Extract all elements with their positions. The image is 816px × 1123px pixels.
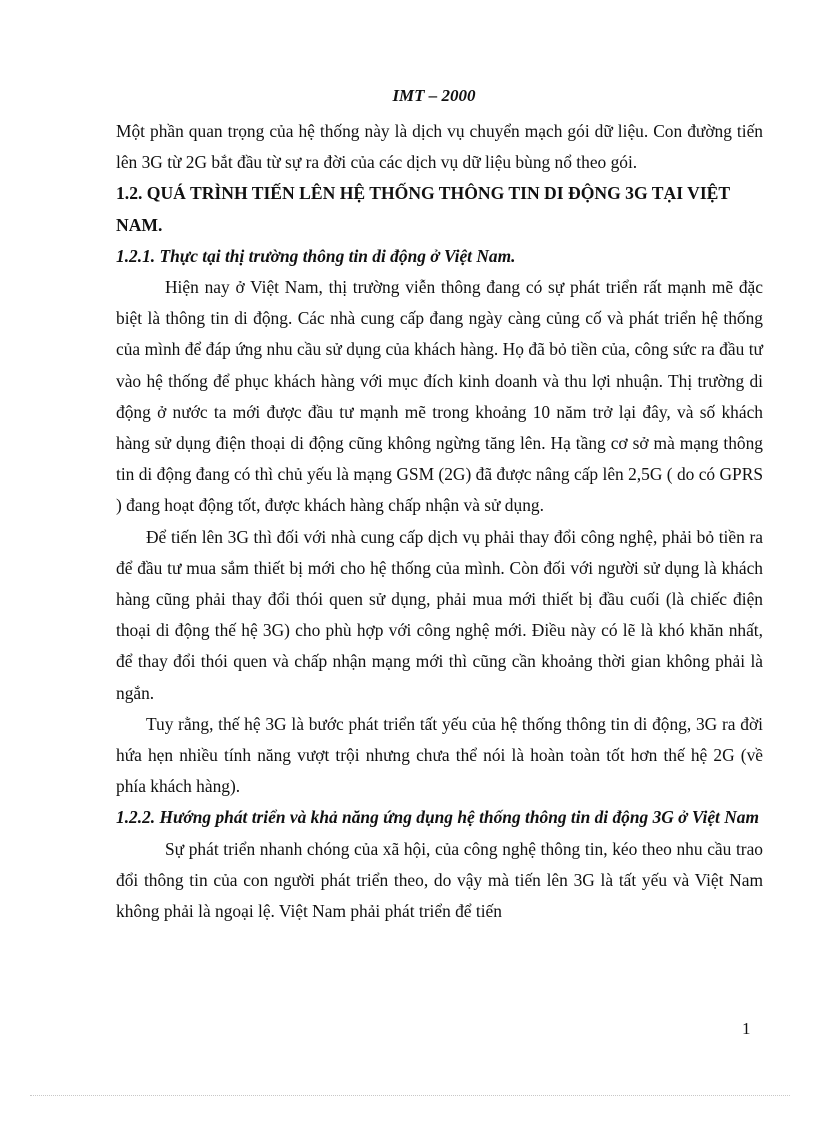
section-heading-1-2: 1.2. QUÁ TRÌNH TIẾN LÊN HỆ THỐNG THÔNG TIN DI ĐỘNG 3G TẠI VIỆT NAM. — [116, 183, 730, 235]
subsection-heading-1-2-1: 1.2.1. Thực tại thị trường thông tin di động ở Việt Nam. — [116, 245, 516, 266]
document-body — [116, 116, 763, 927]
paragraph-3g-comparison: Tuy rằng, thế hệ 3G là bước phát triển tất yếu của hệ thống thông tin di động, 3G ra đời hứa hẹn nhiều tính năng vượt trội nhưng chưa thể nói là hoàn toàn tốt hơn thế hệ 2G (về phía khách hàng). — [116, 713, 763, 797]
subsection-heading-1-2-2: 1.2.2. Hướng phát triển và khả năng ứng dụng hệ thống thông tin di động 3G ở Việt Nam — [116, 807, 760, 828]
paragraph-development-direction: Sự phát triển nhanh chóng của xã hội, của công nghệ thông tin, kéo theo nhu cầu trao đổi thông tin của con người phát triển theo, do vậy mà tiến lên 3G là tất yếu và Việt Nam không phải là ngoại lệ. Việt Nam phải phát triển để tiến — [116, 838, 763, 922]
paragraph-market-reality: Hiện nay ở Việt Nam, thị trường viễn thông đang có sự phát triển rất mạnh mẽ đặc biệt là thông tin di động. Các nhà cung cấp đang ngày càng củng cố và phát triển hệ thống của mình để đáp ứng nhu cầu sử dụng của khách hàng. Họ đã bỏ tiền của, công sức ra đầu tư vào hệ thống để phục khách hàng với mục đích kinh doanh và thu lợi nhuận. Thị trường di động ở nước ta mới được đầu tư mạnh mẽ trong khoảng 10 năm trở lại đây, và số khách hàng sử dụng điện thoại di động cũng không ngừng tăng lên. Hạ tầng cơ sở mà mạng thông tin di động đang có thì chủ yếu là mạng GSM (2G) đã được nâng cấp lên 2,5G ( do có GPRS ) đang hoạt động tốt, được khách hàng chấp nhận và sử dụng. — [116, 277, 763, 516]
page-header-title: IMT – 2000 — [392, 86, 476, 105]
page-number: 1 — [742, 1019, 751, 1038]
page-bottom-divider — [30, 1095, 790, 1096]
paragraph-3g-transition: Để tiến lên 3G thì đối với nhà cung cấp dịch vụ phải thay đổi công nghệ, phải bỏ tiền ra để đầu tư mua sắm thiết bị mới cho hệ thống của mình. Còn đối với người sử dụng là khách hàng cũng phải thay đổi thói quen sử dụng, phải mua mới thiết bị đầu cuối (là chiếc điện thoại di động thế hệ 3G) cho phù hợp với công nghệ mới. Điều này có lẽ là khó khăn nhất, để thay đổi thói quen và chấp nhận mạng mới thì cũng cần khoảng thời gian không phải là ngắn. — [116, 526, 763, 703]
intro-paragraph: Một phần quan trọng của hệ thống này là dịch vụ chuyển mạch gói dữ liệu. Con đường tiến lên 3G từ 2G bắt đầu từ sự ra đời của các dịch vụ dữ liệu bùng nổ theo gói. — [116, 121, 763, 173]
